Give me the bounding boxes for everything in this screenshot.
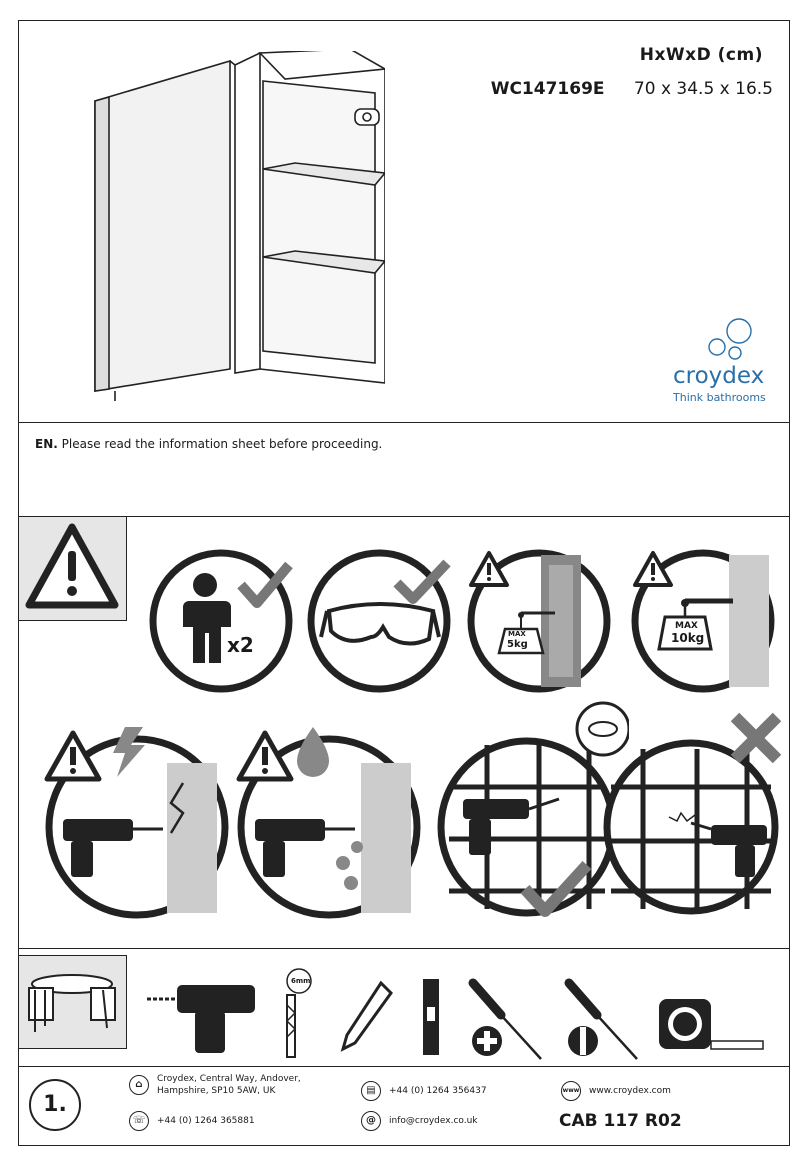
water-pipe-hazard-icon <box>225 723 425 923</box>
electrical-hazard-icon <box>33 723 233 923</box>
notice-section <box>19 423 789 517</box>
drill-icon <box>147 979 269 1059</box>
max-value-1: 5kg <box>507 639 528 650</box>
warning-triangle-icon <box>19 517 125 617</box>
step-number: 1. <box>29 1079 81 1131</box>
website: www.croydex.com <box>589 1086 671 1096</box>
logo-tagline: Think bathrooms <box>673 391 766 404</box>
tile-crack-cross-icon <box>595 709 785 929</box>
product-section <box>19 21 789 423</box>
web-icon: www <box>561 1081 581 1101</box>
tool-belt-box <box>19 955 127 1049</box>
bubbles-icon <box>703 317 763 363</box>
dimensions-heading: HxWxD (cm) <box>639 45 763 65</box>
product-code: WC147169E <box>490 79 605 99</box>
dimensions-row <box>491 79 773 99</box>
fax-icon: ▤ <box>361 1081 381 1101</box>
two-person-icon <box>149 545 299 695</box>
croydex-logo <box>673 317 783 404</box>
safety-goggles-icon <box>307 545 457 695</box>
notice-text <box>35 437 382 451</box>
address-line1: Croydex, Central Way, Andover, <box>157 1074 301 1084</box>
pencil-icon <box>337 977 397 1057</box>
phillips-screwdriver-icon <box>463 977 553 1067</box>
safety-section <box>19 517 789 949</box>
max-label-2: MAX <box>675 621 698 631</box>
phone-number: +44 (0) 1264 365881 <box>157 1116 255 1126</box>
dimensions-value: 70 x 34.5 x 16.5 <box>633 79 773 99</box>
document-reference: CAB 117 R02 <box>559 1111 682 1131</box>
tape-measure-icon <box>655 995 771 1055</box>
fax-number: +44 (0) 1264 356437 <box>389 1086 487 1096</box>
max-weight-10kg-icon <box>631 545 781 695</box>
footer-section <box>19 1067 789 1145</box>
warning-box <box>19 517 127 621</box>
home-icon: ⌂ <box>129 1075 149 1095</box>
max-weight-5kg-icon <box>467 545 617 695</box>
tools-section <box>19 949 789 1067</box>
tool-belt-icon <box>19 956 125 1046</box>
flat-screwdriver-icon <box>559 977 649 1067</box>
cabinet-illustration <box>85 51 385 401</box>
notice-lang: EN. <box>35 437 58 451</box>
logo-brand: croydex <box>673 363 765 389</box>
notice-message: Please read the information sheet before proceeding. <box>61 437 383 451</box>
address <box>157 1073 301 1097</box>
instruction-sheet <box>18 20 790 1146</box>
drill-bit-size: 6mm <box>291 977 311 985</box>
people-count: x2 <box>227 633 254 657</box>
address-line2: Hampshire, SP10 5AW, UK <box>157 1086 276 1096</box>
phone-icon: ☏ <box>129 1111 149 1131</box>
spirit-level-icon <box>419 977 449 1061</box>
max-value-2: 10kg <box>671 631 705 645</box>
email-icon: @ <box>361 1111 381 1131</box>
max-label-1: MAX <box>508 630 526 638</box>
email-address: info@croydex.co.uk <box>389 1116 478 1126</box>
